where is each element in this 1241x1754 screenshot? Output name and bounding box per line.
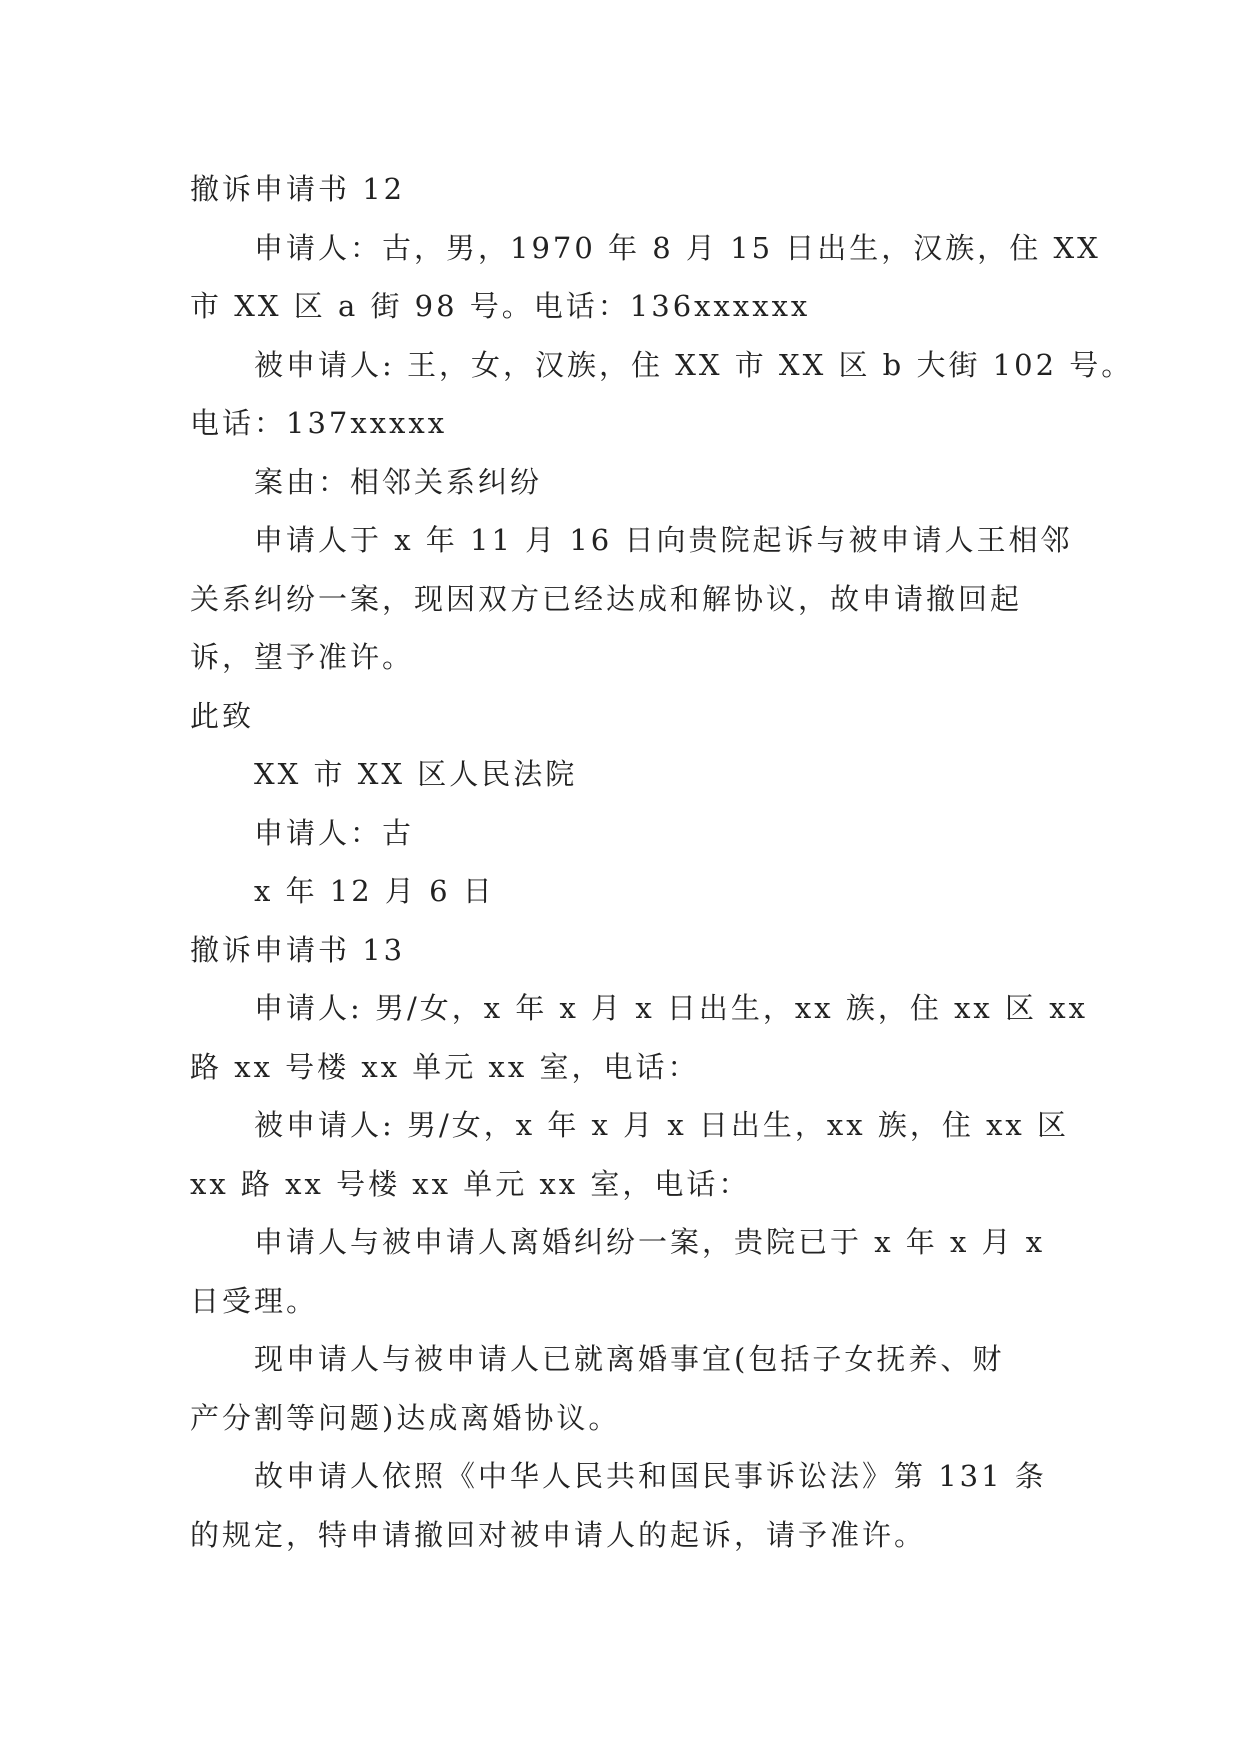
doc2-respondent-line-1: 被申请人: 男/女，x 年 x 月 x 日出生，xx 族，住 xx 区 — [254, 1108, 1069, 1142]
doc1-court-text: XX 市 XX 区人民法院 — [254, 757, 578, 791]
doc2-paragraph-2-line-2: 产分割等问题)达成离婚协议。 — [190, 1400, 621, 1435]
doc2-respondent-line-2: xx 路 xx 号楼 xx 单元 xx 室，电话： — [190, 1166, 751, 1201]
doc2-applicant-line-2: 路 xx 号楼 xx 单元 xx 室，电话： — [190, 1049, 700, 1084]
doc1-body-line-3: 诉，望予准许。 — [190, 640, 415, 674]
doc2-paragraph-1-line-2: 日受理。 — [190, 1283, 319, 1318]
doc2-paragraph-1 — [190, 1213, 1050, 1330]
doc1-body-line-2: 关系纠纷一案，现因双方已经达成和解协议，故申请撤回起 — [190, 581, 1023, 616]
doc1-signature-text: 申请人：古 — [254, 815, 415, 850]
doc1-title — [190, 160, 1050, 219]
doc2-paragraph-3-line-1: 故申请人依照《中华人民共和国民事诉讼法》第 131 条 — [254, 1459, 1047, 1493]
doc2-respondent-paragraph — [190, 1096, 1069, 1213]
doc1-respondent-paragraph — [190, 336, 1134, 453]
doc1-cause-line: 案由：相邻关系纠纷 — [254, 464, 543, 499]
doc1-applicant-line-1: 申请人：古，男，1970 年 8 月 15 日出生，汉族，住 XX — [254, 230, 1101, 265]
doc2-title — [190, 921, 1050, 980]
doc1-body-paragraph — [190, 511, 1073, 687]
doc1-salutation-text: 此致 — [190, 698, 255, 733]
doc1-signature — [190, 804, 1050, 863]
doc1-date-text: x 年 12 月 6 日 — [254, 874, 495, 908]
doc1-salutation — [190, 687, 1050, 746]
doc1-applicant-line-2: 市 XX 区 a 街 98 号。电话：136xxxxxx — [190, 289, 811, 323]
doc1-date — [190, 862, 1050, 921]
doc1-court — [190, 745, 1050, 804]
doc1-cause-paragraph — [190, 453, 1050, 512]
doc2-paragraph-1-line-1: 申请人与被申请人离婚纠纷一案，贵院已于 x 年 x 月 x — [254, 1225, 1046, 1259]
doc2-paragraph-2 — [190, 1330, 1050, 1447]
doc2-title-text: 撤诉申请书 13 — [190, 932, 406, 967]
doc1-body-line-1: 申请人于 x 年 11 月 16 日向贵院起诉与被申请人王相邻 — [254, 523, 1073, 557]
doc1-respondent-line-2: 电话：137xxxxx — [190, 406, 448, 440]
document-page — [190, 160, 1134, 1564]
doc2-applicant-paragraph — [190, 979, 1088, 1096]
doc2-paragraph-2-line-1: 现申请人与被申请人已就离婚事宜(包括子女抚养、财 — [254, 1342, 1005, 1376]
doc1-applicant-paragraph — [190, 219, 1101, 336]
doc2-paragraph-3-line-2: 的规定，特申请撤回对被申请人的起诉，请予准许。 — [190, 1517, 927, 1552]
doc1-title-text: 撤诉申请书 12 — [190, 172, 406, 206]
doc2-paragraph-3 — [190, 1447, 1050, 1564]
doc2-applicant-line-1: 申请人: 男/女，x 年 x 月 x 日出生，xx 族，住 xx 区 xx — [254, 991, 1088, 1025]
doc1-respondent-line-1: 被申请人: 王，女，汉族，住 XX 市 XX 区 b 大街 102 号。 — [254, 347, 1134, 382]
